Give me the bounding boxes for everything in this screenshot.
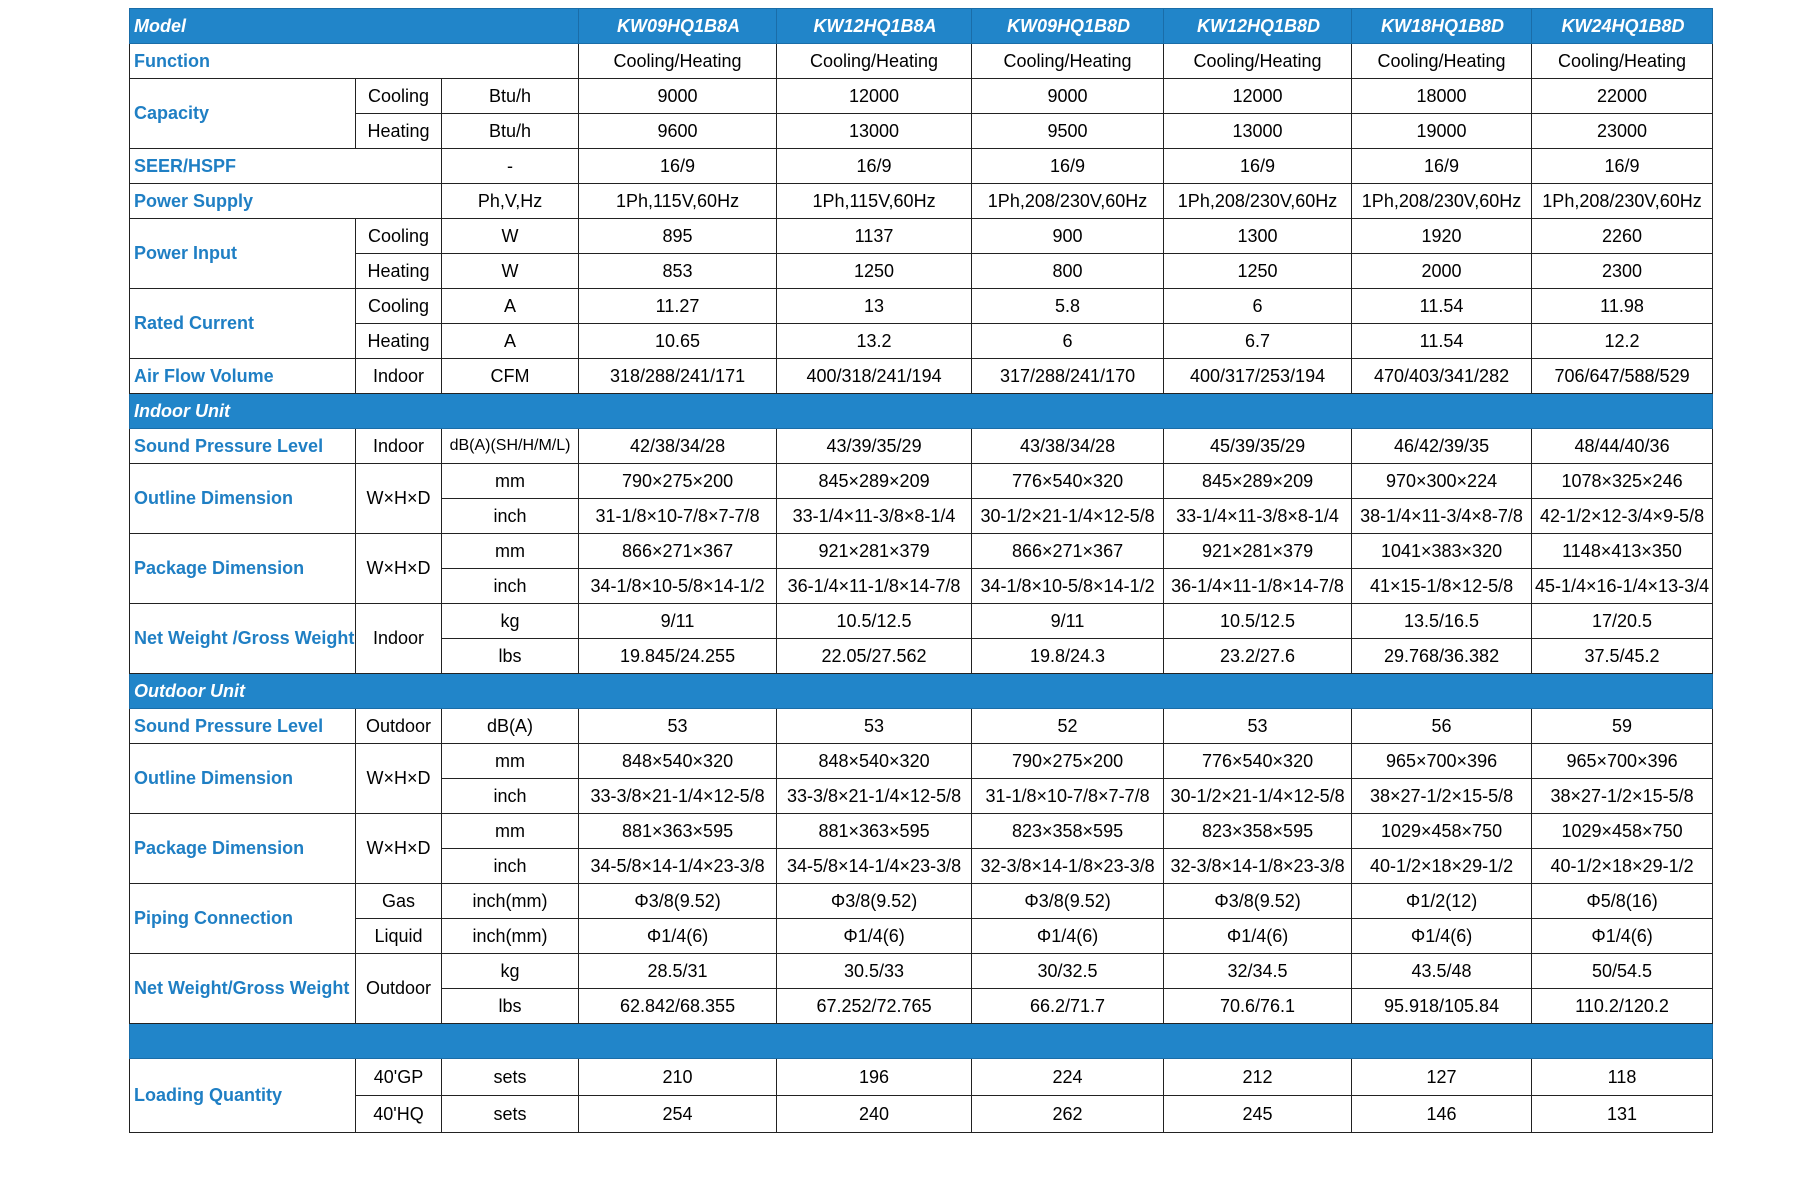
model-name: KW12HQ1B8D — [1164, 9, 1352, 44]
seer-label: SEER/HSPF — [130, 149, 442, 184]
value-cell: 50/54.5 — [1532, 954, 1713, 989]
value-cell: Cooling/Heating — [1164, 44, 1352, 79]
rated-current-label: Rated Current — [130, 289, 356, 359]
unit-cell: W — [442, 254, 579, 289]
value-cell: 32-3/8×14-1/8×23-3/8 — [1164, 849, 1352, 884]
value-cell: 42/38/34/28 — [579, 429, 777, 464]
value-cell: 131 — [1532, 1096, 1713, 1133]
model-name: KW09HQ1B8D — [972, 9, 1164, 44]
value-cell: 1250 — [1164, 254, 1352, 289]
unit-cell: Ph,V,Hz — [442, 184, 579, 219]
value-cell: 30.5/33 — [777, 954, 972, 989]
indoor-unit-band — [130, 394, 1713, 429]
loading-label: Loading Quantity — [130, 1059, 356, 1133]
value-cell: 22000 — [1532, 79, 1713, 114]
value-cell: 9/11 — [579, 604, 777, 639]
value-cell: 776×540×320 — [972, 464, 1164, 499]
air-flow-row — [130, 359, 1713, 394]
unit-cell: sets — [442, 1059, 579, 1096]
value-cell: 41×15-1/8×12-5/8 — [1352, 569, 1532, 604]
sub-cell: 40'GP — [356, 1059, 442, 1096]
unit-cell: sets — [442, 1096, 579, 1133]
sub-cell: Outdoor — [356, 954, 442, 1024]
mode-cell: Heating — [356, 254, 442, 289]
loading-gp-row — [130, 1059, 1713, 1096]
model-label: Model — [130, 9, 579, 44]
unit-cell: lbs — [442, 639, 579, 674]
value-cell: 43.5/48 — [1352, 954, 1532, 989]
unit-cell: Btu/h — [442, 79, 579, 114]
value-cell: 34-1/8×10-5/8×14-1/2 — [972, 569, 1164, 604]
spec-table — [129, 8, 1713, 1133]
value-cell: 5.8 — [972, 289, 1164, 324]
value-cell: 13.5/16.5 — [1352, 604, 1532, 639]
loading-band-heading — [130, 1024, 1713, 1059]
piping-gas-row — [130, 884, 1713, 919]
indoor-outline-mm-row — [130, 464, 1713, 499]
value-cell: Cooling/Heating — [1532, 44, 1713, 79]
indoor-sound-label: Sound Pressure Level — [130, 429, 356, 464]
unit-cell: lbs — [442, 989, 579, 1024]
mode-cell: Heating — [356, 324, 442, 359]
model-name: KW24HQ1B8D — [1532, 9, 1713, 44]
value-cell: Φ1/4(6) — [1532, 919, 1713, 954]
value-cell: 2300 — [1532, 254, 1713, 289]
value-cell: 240 — [777, 1096, 972, 1133]
value-cell: 776×540×320 — [1164, 744, 1352, 779]
value-cell: 34-1/8×10-5/8×14-1/2 — [579, 569, 777, 604]
value-cell: 848×540×320 — [777, 744, 972, 779]
value-cell: 17/20.5 — [1532, 604, 1713, 639]
value-cell: 706/647/588/529 — [1532, 359, 1713, 394]
outdoor-outline-mm-row — [130, 744, 1713, 779]
value-cell: 1Ph,115V,60Hz — [579, 184, 777, 219]
value-cell: 848×540×320 — [579, 744, 777, 779]
unit-cell: - — [442, 149, 579, 184]
value-cell: 52 — [972, 709, 1164, 744]
sub-cell: Gas — [356, 884, 442, 919]
unit-cell: inch — [442, 499, 579, 534]
outdoor-package-mm-row — [130, 814, 1713, 849]
value-cell: 16/9 — [1352, 149, 1532, 184]
value-cell: 118 — [1532, 1059, 1713, 1096]
value-cell: 23.2/27.6 — [1164, 639, 1352, 674]
indoor-package-label: Package Dimension — [130, 534, 356, 604]
value-cell: 53 — [777, 709, 972, 744]
indoor-unit-heading: Indoor Unit — [130, 394, 1713, 429]
unit-cell: inch — [442, 849, 579, 884]
value-cell: Φ1/4(6) — [579, 919, 777, 954]
indoor-outline-label: Outline Dimension — [130, 464, 356, 534]
value-cell: 53 — [1164, 709, 1352, 744]
value-cell: Φ5/8(16) — [1532, 884, 1713, 919]
value-cell: 853 — [579, 254, 777, 289]
value-cell: 823×358×595 — [1164, 814, 1352, 849]
value-cell: Φ3/8(9.52) — [1164, 884, 1352, 919]
piping-label: Piping Connection — [130, 884, 356, 954]
value-cell: 10.5/12.5 — [777, 604, 972, 639]
value-cell: 1Ph,208/230V,60Hz — [1352, 184, 1532, 219]
value-cell: 53 — [579, 709, 777, 744]
sub-cell: Indoor — [356, 359, 442, 394]
unit-cell: Btu/h — [442, 114, 579, 149]
power-input-heating-row — [130, 254, 1713, 289]
value-cell: 845×289×209 — [1164, 464, 1352, 499]
value-cell: 42-1/2×12-3/4×9-5/8 — [1532, 499, 1713, 534]
value-cell: 1078×325×246 — [1532, 464, 1713, 499]
value-cell: 45/39/35/29 — [1164, 429, 1352, 464]
value-cell: 12000 — [1164, 79, 1352, 114]
unit-cell: dB(A) — [442, 709, 579, 744]
value-cell: 36-1/4×11-1/8×14-7/8 — [777, 569, 972, 604]
value-cell: 10.5/12.5 — [1164, 604, 1352, 639]
indoor-package-mm-row — [130, 534, 1713, 569]
unit-cell: A — [442, 289, 579, 324]
value-cell: 10.65 — [579, 324, 777, 359]
value-cell: 470/403/341/282 — [1352, 359, 1532, 394]
outdoor-sound-label: Sound Pressure Level — [130, 709, 356, 744]
outdoor-weight-kg-row — [130, 954, 1713, 989]
value-cell: 845×289×209 — [777, 464, 972, 499]
value-cell: 254 — [579, 1096, 777, 1133]
value-cell: Φ3/8(9.52) — [972, 884, 1164, 919]
loading-hq-row — [130, 1096, 1713, 1133]
value-cell: 13.2 — [777, 324, 972, 359]
value-cell: 1Ph,208/230V,60Hz — [972, 184, 1164, 219]
capacity-label: Capacity — [130, 79, 356, 149]
value-cell: 965×700×396 — [1352, 744, 1532, 779]
value-cell: 31-1/8×10-7/8×7-7/8 — [579, 499, 777, 534]
outdoor-unit-heading: Outdoor Unit — [130, 674, 1713, 709]
outdoor-unit-band — [130, 674, 1713, 709]
value-cell: 12000 — [777, 79, 972, 114]
value-cell: 6 — [1164, 289, 1352, 324]
value-cell: 62.842/68.355 — [579, 989, 777, 1024]
value-cell: 56 — [1352, 709, 1532, 744]
value-cell: 1Ph,208/230V,60Hz — [1164, 184, 1352, 219]
value-cell: 1300 — [1164, 219, 1352, 254]
value-cell: 95.918/105.84 — [1352, 989, 1532, 1024]
unit-cell: inch(mm) — [442, 919, 579, 954]
outdoor-outline-label: Outline Dimension — [130, 744, 356, 814]
value-cell: 13000 — [777, 114, 972, 149]
value-cell: 921×281×379 — [1164, 534, 1352, 569]
value-cell: 9/11 — [972, 604, 1164, 639]
mode-cell: Cooling — [356, 219, 442, 254]
value-cell: 45-1/4×16-1/4×13-3/4 — [1532, 569, 1713, 604]
seer-row — [130, 149, 1713, 184]
indoor-weight-label: Net Weight /Gross Weight — [130, 604, 356, 674]
mode-cell: Heating — [356, 114, 442, 149]
capacity-cooling-row — [130, 79, 1713, 114]
value-cell: 212 — [1164, 1059, 1352, 1096]
value-cell: 965×700×396 — [1532, 744, 1713, 779]
value-cell: 38×27-1/2×15-5/8 — [1532, 779, 1713, 814]
value-cell: Φ3/8(9.52) — [777, 884, 972, 919]
value-cell: Cooling/Heating — [972, 44, 1164, 79]
value-cell: 900 — [972, 219, 1164, 254]
value-cell: 1148×413×350 — [1532, 534, 1713, 569]
value-cell: 921×281×379 — [777, 534, 972, 569]
value-cell: 32-3/8×14-1/8×23-3/8 — [972, 849, 1164, 884]
value-cell: 6.7 — [1164, 324, 1352, 359]
value-cell: Φ3/8(9.52) — [579, 884, 777, 919]
value-cell: 866×271×367 — [972, 534, 1164, 569]
sub-cell: W×H×D — [356, 744, 442, 814]
power-input-cooling-row — [130, 219, 1713, 254]
unit-cell: mm — [442, 814, 579, 849]
value-cell: 110.2/120.2 — [1532, 989, 1713, 1024]
value-cell: Cooling/Heating — [777, 44, 972, 79]
unit-cell: inch — [442, 779, 579, 814]
power-supply-row — [130, 184, 1713, 219]
value-cell: Φ1/4(6) — [777, 919, 972, 954]
piping-liquid-row — [130, 919, 1713, 954]
value-cell: 790×275×200 — [972, 744, 1164, 779]
value-cell: 196 — [777, 1059, 972, 1096]
value-cell: 28.5/31 — [579, 954, 777, 989]
value-cell: 22.05/27.562 — [777, 639, 972, 674]
function-label: Function — [130, 44, 579, 79]
value-cell: 790×275×200 — [579, 464, 777, 499]
indoor-sound-row — [130, 429, 1713, 464]
unit-cell: inch(mm) — [442, 884, 579, 919]
value-cell: 224 — [972, 1059, 1164, 1096]
value-cell: 59 — [1532, 709, 1713, 744]
value-cell: 43/38/34/28 — [972, 429, 1164, 464]
indoor-weight-kg-row — [130, 604, 1713, 639]
rated-current-cooling-row — [130, 289, 1713, 324]
sub-cell: W×H×D — [356, 464, 442, 534]
value-cell: 11.54 — [1352, 289, 1532, 324]
value-cell: 262 — [972, 1096, 1164, 1133]
value-cell: Cooling/Heating — [1352, 44, 1532, 79]
value-cell: 33-3/8×21-1/4×12-5/8 — [579, 779, 777, 814]
loading-band — [130, 1024, 1713, 1059]
value-cell: 48/44/40/36 — [1532, 429, 1713, 464]
value-cell: 37.5/45.2 — [1532, 639, 1713, 674]
value-cell: 210 — [579, 1059, 777, 1096]
unit-cell: mm — [442, 534, 579, 569]
value-cell: 2260 — [1532, 219, 1713, 254]
value-cell: 33-1/4×11-3/8×8-1/4 — [777, 499, 972, 534]
value-cell: 31-1/8×10-7/8×7-7/8 — [972, 779, 1164, 814]
value-cell: 1920 — [1352, 219, 1532, 254]
value-cell: 11.27 — [579, 289, 777, 324]
value-cell: 30/32.5 — [972, 954, 1164, 989]
sub-cell: Outdoor — [356, 709, 442, 744]
value-cell: 19000 — [1352, 114, 1532, 149]
mode-cell: Cooling — [356, 79, 442, 114]
value-cell: 1Ph,115V,60Hz — [777, 184, 972, 219]
sub-cell: W×H×D — [356, 534, 442, 604]
value-cell: 895 — [579, 219, 777, 254]
value-cell: 1029×458×750 — [1352, 814, 1532, 849]
value-cell: 245 — [1164, 1096, 1352, 1133]
value-cell: 34-5/8×14-1/4×23-3/8 — [777, 849, 972, 884]
unit-cell: mm — [442, 744, 579, 779]
value-cell: 1Ph,208/230V,60Hz — [1532, 184, 1713, 219]
value-cell: 16/9 — [1164, 149, 1352, 184]
value-cell: 33-1/4×11-3/8×8-1/4 — [1164, 499, 1352, 534]
value-cell: 1250 — [777, 254, 972, 289]
unit-cell: kg — [442, 604, 579, 639]
model-name: KW09HQ1B8A — [579, 9, 777, 44]
value-cell: 823×358×595 — [972, 814, 1164, 849]
unit-cell: W — [442, 219, 579, 254]
model-name: KW12HQ1B8A — [777, 9, 972, 44]
outdoor-package-label: Package Dimension — [130, 814, 356, 884]
value-cell: Φ1/4(6) — [1352, 919, 1532, 954]
value-cell: 23000 — [1532, 114, 1713, 149]
unit-cell: kg — [442, 954, 579, 989]
value-cell: 32/34.5 — [1164, 954, 1352, 989]
unit-cell: mm — [442, 464, 579, 499]
value-cell: 30-1/2×21-1/4×12-5/8 — [972, 499, 1164, 534]
unit-cell: inch — [442, 569, 579, 604]
value-cell: 43/39/35/29 — [777, 429, 972, 464]
model-header-row — [130, 9, 1713, 44]
value-cell: 400/318/241/194 — [777, 359, 972, 394]
unit-cell: CFM — [442, 359, 579, 394]
value-cell: 881×363×595 — [579, 814, 777, 849]
value-cell: 11.98 — [1532, 289, 1713, 324]
value-cell: 970×300×224 — [1352, 464, 1532, 499]
sub-cell: Liquid — [356, 919, 442, 954]
value-cell: 6 — [972, 324, 1164, 359]
sub-cell: 40'HQ — [356, 1096, 442, 1133]
value-cell: 9000 — [972, 79, 1164, 114]
value-cell: 19.845/24.255 — [579, 639, 777, 674]
value-cell: 800 — [972, 254, 1164, 289]
sub-cell: Indoor — [356, 429, 442, 464]
value-cell: 70.6/76.1 — [1164, 989, 1352, 1024]
value-cell: 400/317/253/194 — [1164, 359, 1352, 394]
value-cell: 18000 — [1352, 79, 1532, 114]
value-cell: 9600 — [579, 114, 777, 149]
value-cell: Φ1/4(6) — [1164, 919, 1352, 954]
value-cell: 40-1/2×18×29-1/2 — [1352, 849, 1532, 884]
sub-cell: Indoor — [356, 604, 442, 674]
value-cell: 16/9 — [1532, 149, 1713, 184]
value-cell: 13 — [777, 289, 972, 324]
value-cell: Cooling/Heating — [579, 44, 777, 79]
power-input-label: Power Input — [130, 219, 356, 289]
value-cell: 11.54 — [1352, 324, 1532, 359]
sub-cell: W×H×D — [356, 814, 442, 884]
outdoor-weight-label: Net Weight/Gross Weight — [130, 954, 356, 1024]
value-cell: 67.252/72.765 — [777, 989, 972, 1024]
value-cell: Φ1/4(6) — [972, 919, 1164, 954]
value-cell: 29.768/36.382 — [1352, 639, 1532, 674]
value-cell: 1029×458×750 — [1532, 814, 1713, 849]
value-cell: 866×271×367 — [579, 534, 777, 569]
value-cell: 13000 — [1164, 114, 1352, 149]
mode-cell: Cooling — [356, 289, 442, 324]
value-cell: 1041×383×320 — [1352, 534, 1532, 569]
value-cell: 12.2 — [1532, 324, 1713, 359]
value-cell: 881×363×595 — [777, 814, 972, 849]
value-cell: 2000 — [1352, 254, 1532, 289]
capacity-heating-row — [130, 114, 1713, 149]
value-cell: 46/42/39/35 — [1352, 429, 1532, 464]
value-cell: 1137 — [777, 219, 972, 254]
rated-current-heating-row — [130, 324, 1713, 359]
value-cell: 66.2/71.7 — [972, 989, 1164, 1024]
value-cell: 40-1/2×18×29-1/2 — [1532, 849, 1713, 884]
value-cell: 16/9 — [579, 149, 777, 184]
value-cell: 146 — [1352, 1096, 1532, 1133]
unit-cell: dB(A)(SH/H/M/L) — [442, 429, 579, 464]
value-cell: 9500 — [972, 114, 1164, 149]
value-cell: Φ1/2(12) — [1352, 884, 1532, 919]
value-cell: 36-1/4×11-1/8×14-7/8 — [1164, 569, 1352, 604]
function-row — [130, 44, 1713, 79]
value-cell: 38×27-1/2×15-5/8 — [1352, 779, 1532, 814]
value-cell: 38-1/4×11-3/4×8-7/8 — [1352, 499, 1532, 534]
value-cell: 16/9 — [777, 149, 972, 184]
value-cell: 34-5/8×14-1/4×23-3/8 — [579, 849, 777, 884]
air-flow-label: Air Flow Volume — [130, 359, 356, 394]
value-cell: 317/288/241/170 — [972, 359, 1164, 394]
power-supply-label: Power Supply — [130, 184, 442, 219]
value-cell: 16/9 — [972, 149, 1164, 184]
value-cell: 19.8/24.3 — [972, 639, 1164, 674]
value-cell: 127 — [1352, 1059, 1532, 1096]
model-name: KW18HQ1B8D — [1352, 9, 1532, 44]
outdoor-sound-row — [130, 709, 1713, 744]
value-cell: 9000 — [579, 79, 777, 114]
unit-cell: A — [442, 324, 579, 359]
value-cell: 30-1/2×21-1/4×12-5/8 — [1164, 779, 1352, 814]
value-cell: 318/288/241/171 — [579, 359, 777, 394]
value-cell: 33-3/8×21-1/4×12-5/8 — [777, 779, 972, 814]
